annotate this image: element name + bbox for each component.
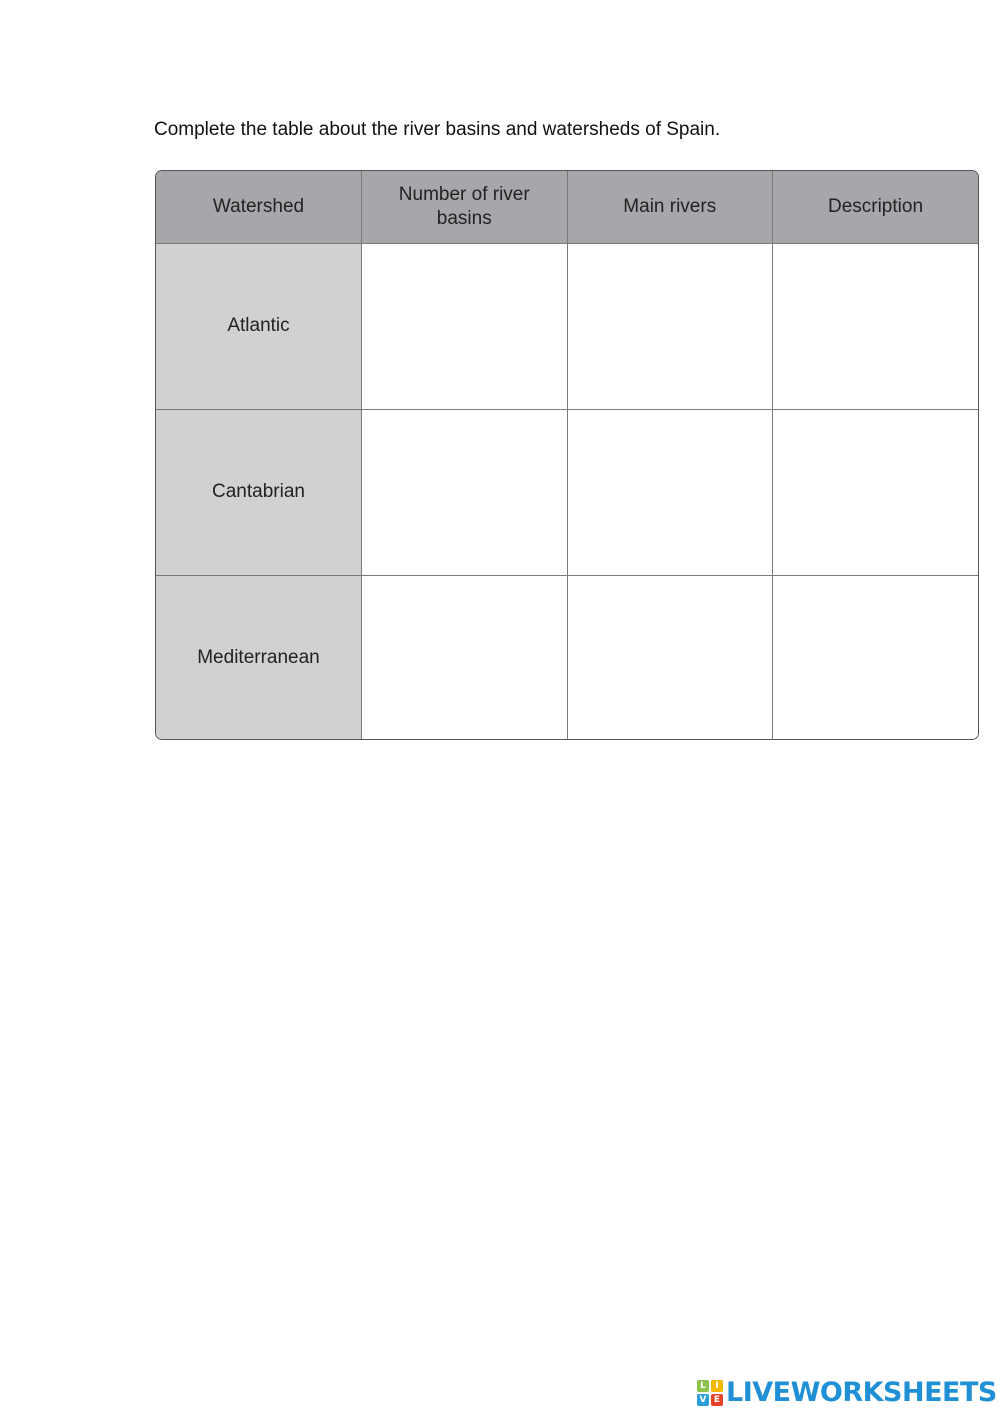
liveworksheets-logo-icon	[697, 1380, 723, 1406]
logo-mark-letter: E	[711, 1394, 723, 1406]
header-description: Description	[773, 171, 979, 243]
header-number-of-river-basins: Number of river basins	[362, 171, 568, 243]
table-header-row	[156, 171, 978, 243]
row-label-atlantic: Atlantic	[156, 243, 362, 409]
liveworksheets-logo-text: LIVEWORKSHEETS	[726, 1377, 997, 1408]
logo-mark-letter: V	[697, 1394, 709, 1406]
table-row	[156, 243, 978, 409]
atlantic-description-field[interactable]	[773, 243, 979, 409]
watershed-table-grid	[156, 171, 978, 740]
mediterranean-number-of-river-basins-field[interactable]	[362, 575, 568, 740]
mediterranean-description-field[interactable]	[773, 575, 979, 740]
instruction-text: Complete the table about the river basins and watersheds of Spain.	[154, 119, 721, 140]
watershed-table	[155, 170, 979, 740]
table-row	[156, 575, 978, 740]
logo-mark-letter: L	[697, 1380, 709, 1392]
row-label-mediterranean: Mediterranean	[156, 575, 362, 740]
liveworksheets-logo	[697, 1376, 997, 1410]
header-watershed: Watershed	[156, 171, 362, 243]
cantabrian-main-rivers-field[interactable]	[567, 409, 773, 575]
atlantic-number-of-river-basins-field[interactable]	[362, 243, 568, 409]
table-row	[156, 409, 978, 575]
row-label-cantabrian: Cantabrian	[156, 409, 362, 575]
logo-mark-letter: I	[711, 1380, 723, 1392]
cantabrian-description-field[interactable]	[773, 409, 979, 575]
header-main-rivers: Main rivers	[567, 171, 773, 243]
mediterranean-main-rivers-field[interactable]	[567, 575, 773, 740]
atlantic-main-rivers-field[interactable]	[567, 243, 773, 409]
cantabrian-number-of-river-basins-field[interactable]	[362, 409, 568, 575]
